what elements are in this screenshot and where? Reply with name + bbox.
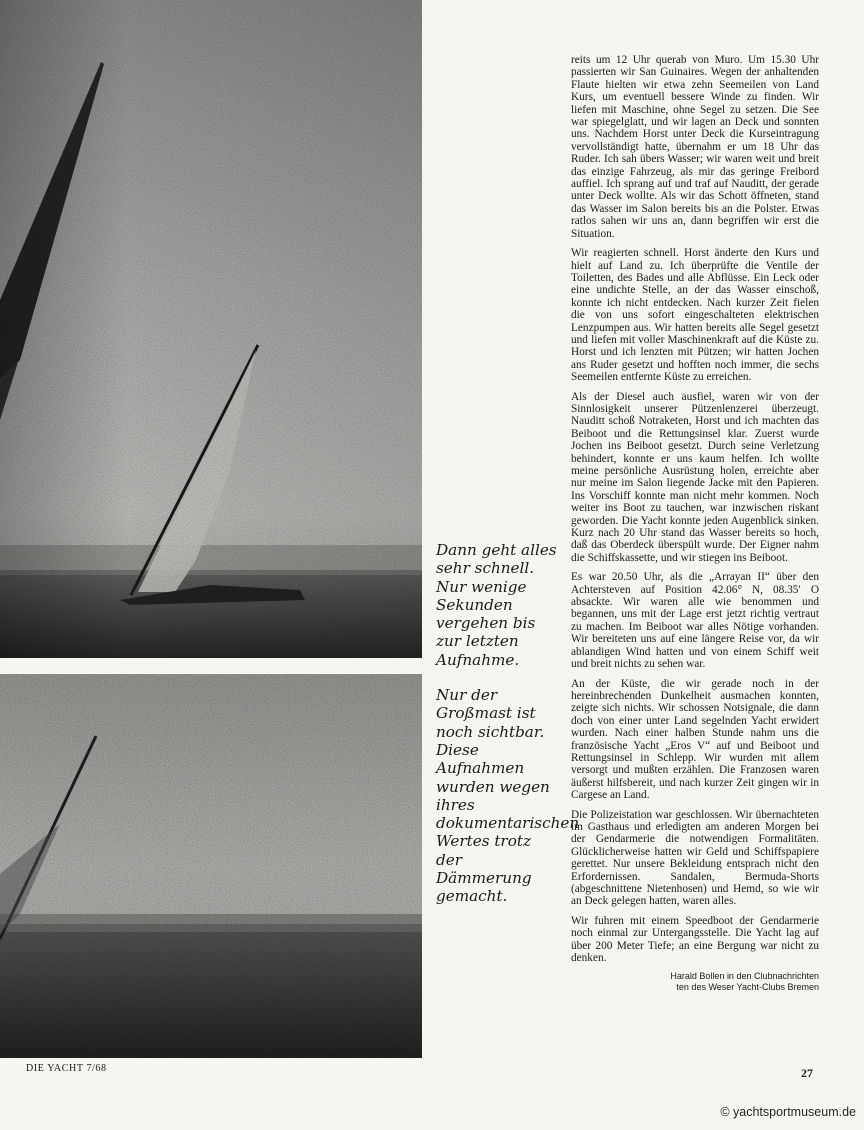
photo-bottom-image bbox=[0, 674, 422, 1058]
watermark: © yachtsportmuseum.de bbox=[720, 1105, 856, 1119]
photo-top-image bbox=[0, 0, 422, 658]
photo-sinking-yacht-top bbox=[0, 0, 422, 658]
magazine-issue: DIE YACHT 7/68 bbox=[26, 1063, 107, 1074]
author-credit bbox=[571, 971, 819, 993]
article-paragraph: Die Polizeistation war geschlossen. Wir übernachteten im Gasthaus und erledigten am anderen Morgen bei der Gendarmerie die notwendigen Formalitäten. Glücklicherweise hatten wir Geld und Schiffspapiere gerettet. Nur unsere Bekleidung entsprach nicht den Erfordernissen. Sandalen, Bermuda-Shorts (abgeschnittene Nietenhosen) und Hemd, so wie wir an Deck gelegen hatten, waren alles. bbox=[571, 808, 819, 908]
photo-captions bbox=[436, 541, 580, 906]
article-column bbox=[571, 54, 819, 993]
article-paragraph: An der Küste, die wir gerade noch in der hereinbrechenden Dunkelheit ausmachen konnten, zeigte sich nichts. Wir schossen Notsignale, die dann doch von einer unter Land segelnden Yacht erwidert wurden. Nach einer halben Stunde nahm uns die französische Yacht „Eros V“ auf und Beiboot und Rettungsinsel in Schlepp. Wir wurden mit allem versorgt und mußten erzählen. Die Franzosen waren äußerst hilfsbereit, und nach kurzer Zeit gingen wir in Cargese an Land. bbox=[571, 677, 819, 802]
caption-bottom: Nur der Großmast ist noch sichtbar. Diese Aufnahmen wurden wegen ihres dokumentarischen Wertes trotz der Dämmerung gemacht. bbox=[436, 686, 580, 906]
article-paragraph: Wir fuhren mit einem Speedboot der Gendarmerie noch einmal zur Untergangsstelle. Die Yacht lag auf über 200 Meter Tiefe; an eine Bergung war nicht zu denken. bbox=[571, 914, 819, 965]
credit-line-2: ten des Weser Yacht-Clubs Bremen bbox=[676, 982, 819, 993]
credit-line-1: Harald Bollen in den Clubnachrichten bbox=[670, 971, 819, 982]
article-paragraph: reits um 12 Uhr querab von Muro. Um 15.30 Uhr passierten wir San Guinaires. Wegen der anhaltenden Flaute hielten wir etwa zehn Seemeilen von Land Kurs, um eventuell bessere Winde zu finden. Wir liefen mit Maschine, ohne Segel zu setzen. Die See war spiegelglatt, und wir lagen an Deck und sonnten uns. Nachdem Horst unter Deck die Kurseintragung vervollständigt hatte, übernahm er um 18 Uhr das Ruder. Ich sah übers Wasser; wir waren weit und breit das einzige Fahrzeug, als mir das geringe Freibord auffiel. Ich sprang auf und traf auf Nauditt, der gerade unter Deck wollte. Als wir das Schott öffneten, stand das Wasser im Salon bereits bis an die Polster. Etwas ratlos sahen wir uns an, dann begriffen wir erst die Situation. bbox=[571, 54, 819, 240]
caption-top: Dann geht alles sehr schnell. Nur wenige Sekunden vergehen bis zur letzten Aufnahme. bbox=[436, 541, 557, 669]
article-paragraph: Es war 20.50 Uhr, als die „Arrayan II“ über den Achtersteven auf Position 42.06° N, 08.35′ O absackte. Wir waren alle wie benommen und begannen, uns mit der Lage erst jetzt richtig vertraut zu machen. Im Beiboot war alles Nötige vorhanden. Wir bereiteten uns auf eine längere Reise vor, da wir ablandigen Wind hatten und von einem Schiff weit und breit nichts zu sehen war. bbox=[571, 571, 819, 671]
photo-sinking-yacht-bottom bbox=[0, 674, 422, 1058]
page-number: 27 bbox=[801, 1066, 813, 1080]
article-paragraph: Wir reagierten schnell. Horst änderte den Kurs und hielt auf Land zu. Ich überprüfte die Ventile der Toiletten, des Bades und alle Abflüsse. Ein Leck oder eine undichte Stelle, an der das Wasser einschoß, konnte ich nicht entdecken. Nach kurzer Zeit fielen die von uns sofort eingeschalteten elektrischen Lenzpumpen aus. Wir hatten bereits alle Segel gesetzt und liefen mit voller Maschinenkraft auf die Küste zu. Horst und ich lenzten mit Pützen; wir hatten Jochen ans Ruder gesetzt und hofften noch immer, die sechs Seemeilen entfernte Küste zu erreichen. bbox=[571, 247, 819, 384]
article-paragraph: Als der Diesel auch ausfiel, waren wir von der Sinnlosigkeit unserer Pützenlenzerei überzeugt. Nauditt schoß Notraketen, Horst und ich machten das Beiboot und die Rettungsinsel klar. Zuerst wurde Jochen ins Beiboot gesetzt. Durch seine Verletzung behindert, konnte er uns kaum helfen. Ich wollte meine persönliche Ausrüstung holen, erreichte aber nur meine im Salon liegende Jacke mit den Papieren. Ins Vorschiff konnte man nicht mehr kommen. Noch weiter ins Boot zu tauchen, war inzwischen riskant geworden. Die Yacht konnte jeden Augenblick sinken. Kurz nach 20 Uhr stand das Wasser bereits so hoch, daß das Oberdeck überspült wurde. Der Eigner nahm die Schiffskassette, und wir stiegen ins Beiboot. bbox=[571, 390, 819, 564]
